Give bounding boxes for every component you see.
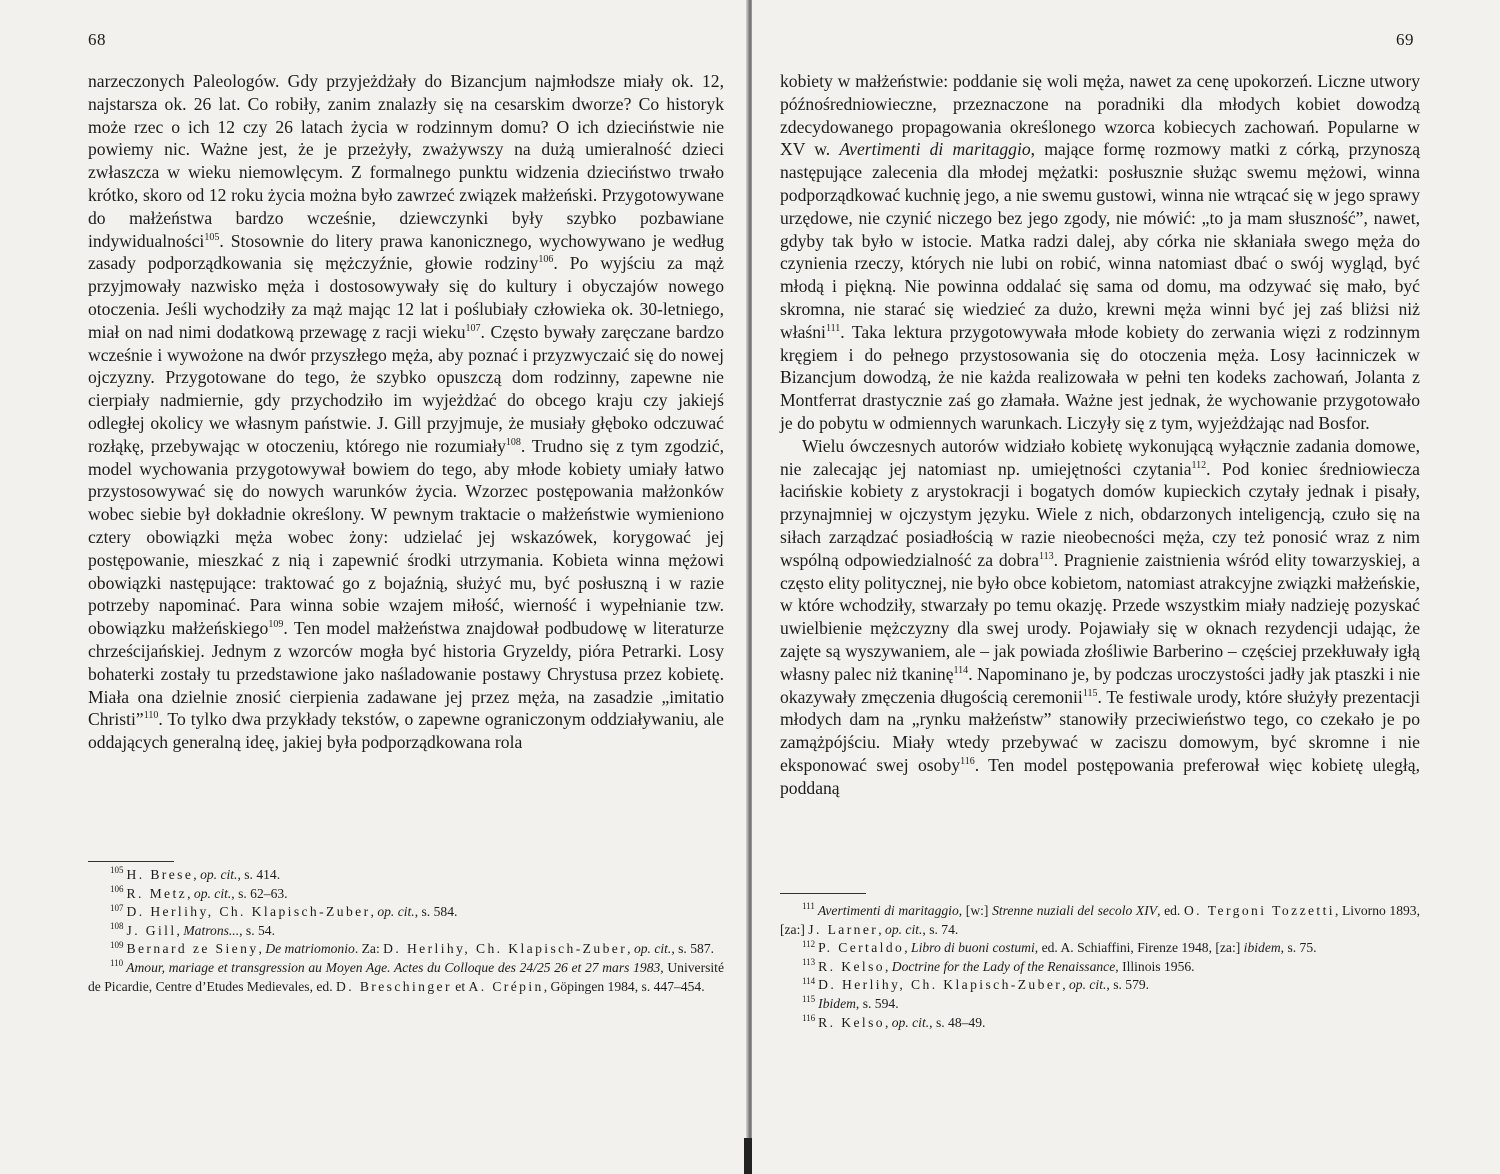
footnote-ref: 116 <box>960 756 975 768</box>
text-run: . Ten model małżeństwa znajdował podbudowę w literaturze chrześcijańskiej. Jednym z wzorców mogła być historia Gryzeldy, pióra Petrarki. Losy bohaterki zostały tu przedstawione jako naśladowanie postawy Chrystusa przez kobietę. Miała ona dzielnie znosić cierpienia zadawane jej przez męża, na zasadzie „imitatio Christi” <box>88 618 724 730</box>
footnote-number: 107 <box>110 902 124 913</box>
footnote-ref: 113 <box>1038 550 1054 562</box>
footnote-ref: 107 <box>465 322 481 334</box>
footnote-number: 113 <box>802 957 816 968</box>
text-run: , s. 74. <box>922 921 959 937</box>
binding-mark <box>744 1138 752 1174</box>
italic-title: ibidem <box>1243 940 1281 956</box>
paragraph <box>780 435 1420 800</box>
author-name: R. Kelso <box>818 1014 885 1030</box>
footnote-ref: 106 <box>538 254 554 266</box>
text-run: , Göpingen 1984, s. 447–454. <box>543 978 705 994</box>
left-page <box>0 0 748 1174</box>
footnote-ref: 114 <box>953 664 969 676</box>
text-run: , mające formę rozmowy matki z córką, przynoszą następujące zalecenia dla młodej mężatki: posłusznie służąc swemu mężowi, winna podporządkować kuchnię jego, a nie swemu gustowi, winna nie wtrącać się w jego sprawy urzędowe, nie czynić niczego bez jego zgody, nie mówić: „to ja mam słuszność”, nawet, gdyby tak było w istocie. Matka radzi dalej, aby córka nie skłaniała swego męża do czynienia rzeczy, których nie lubi on robić, winna natomiast dbać o swój wygląd, być młodą i piękną. Nie powinna oddalać się sama od domu, ma odzywać się mało, być skromna, nie starać się wiedzieć za dużo, krewni męża winni być jej zaś bliżsi niż właśni <box>780 139 1421 342</box>
italic-title: op. cit. <box>377 904 415 920</box>
text-run: . To tylko dwa przykłady tekstów, o zapewne ograniczonym oddziaływaniu, ale oddających generalną ideę, jakiej była podporządkowana rola <box>88 709 724 753</box>
text-run: , <box>1062 977 1069 993</box>
text-run: . Ten model postępowania preferował więc kobietę uległą, poddaną <box>780 754 1420 798</box>
author-name: H. Brese <box>126 867 194 882</box>
author-name: J. Larner <box>808 921 879 937</box>
footnote <box>780 1014 1420 1033</box>
author-name: D. Herlihy, Ch. Klapisch-Zuber <box>383 941 628 957</box>
footnote <box>780 976 1420 995</box>
italic-title: Ibidem <box>818 995 856 1011</box>
footnote-number: 116 <box>802 1013 816 1024</box>
text-run: , s. 75. <box>1280 940 1317 956</box>
text-run: , <box>884 958 892 974</box>
footnote-number: 112 <box>802 938 816 949</box>
footnote-ref: 115 <box>1082 687 1098 699</box>
text-run: . Trudno się z tym zgodzić, model wychowania przygotowywał bowiem do tego, aby młode kobiety umiały łatwo przystosowywać się do nowych warunków życia. Wzorzec postępowania małżonków wobec siebie był dokładnie określony. W pewnym traktacie o małżeństwie wymieniono cztery obowiązki męża wobec żony: udzielać jej wskazówek, korygować jej postępowanie, mieszkać z nią i zapewnić środki utrzymania. Kobieta winna mężowi obowiązki następujące: traktować go z bojaźnią, służyć mu, być posłuszną i w razie potrzeby napominać. Para winna sobie wzajem miłość, wierność i wypełnianie tzw. obowiązku małżeńskiego <box>88 435 724 639</box>
italic-title: Amour, mariage et transgression au Moyen Age. Actes du Colloque des 24/25 26 et 27 mars 1983 <box>126 959 661 975</box>
author-name: Bernard ze Sieny <box>126 941 259 957</box>
italic-title: op. cit. <box>200 867 238 882</box>
footnote-number: 106 <box>110 884 124 895</box>
footnote-number: 105 <box>110 865 124 876</box>
footnote <box>780 995 1420 1014</box>
text-run: , s. 48–49. <box>929 1014 986 1030</box>
italic-title: Libro di buoni costumi <box>911 940 1035 956</box>
right-page <box>752 0 1500 1174</box>
left-page-number: 68 <box>88 30 106 49</box>
footnote-number: 110 <box>110 958 124 969</box>
text-run: , <box>904 940 912 956</box>
text-run: . Często bywały zaręczane bardzo wcześnie i wywożone na dwór przyszłego męża, aby poznać i przyzwyczaić się do nowej ojczyzny. Przygotowane do tego, że szybko opuszczą dom rodzinny, zapewne nie cierpiały nadmiernie, gdy przychodziło im wyjeżdżać do obcego kraju czy jakiejś odległej okolicy we własnym państwie. J. Gill przyjmuje, że musiały głęboko odczuwać rozłąkę, przebywając w otoczeniu, którego nie rozumiały <box>88 321 724 456</box>
footnote-number: 111 <box>802 901 815 912</box>
text-run: . Te festiwale urody, które służyły prezentacji młodych dam na „rynku małżeństw” stanowiły przeciwieństwo tego, co czekało je po zamążpójściu. Miały wtedy przebywać w zaciszu domowym, być skromne i nie eksponować swej osoby <box>780 686 1420 775</box>
text-run: . Stosownie do litery prawa kanonicznego, wychowywano je według zasady podporządkowania się mężczyźnie, głowie rodziny <box>88 230 724 274</box>
text-run: , <box>176 922 184 938</box>
left-footnote-rule <box>88 861 174 862</box>
italic-title: op. cit. <box>885 921 923 937</box>
footnote-number: 109 <box>110 939 124 950</box>
author-name: A. Crépin <box>468 978 544 994</box>
footnote <box>780 902 1420 939</box>
footnote <box>88 959 724 996</box>
text-run: et <box>451 978 469 994</box>
footnote <box>88 940 724 959</box>
text-run: narzeczonych Paleologów. Gdy przyjeżdżały do Bizancjum najmłodsze miały ok. 12, najstarsza ok. 26 lat. Co robiły, zanim znalazły się na cesarskim dworze? Co historyk może rzec o ich 12 czy 26 latach życia w rodzinnym domu? O ich dzieciństwie nie powiemy nic. Ważne jest, że je przeżyły, zważywszy na dużą umieralność dzieci zwłaszcza w wieku niemowlęcym. Z formalnego punktu widzenia dzieciństwo trwało krótko, skoro od 12 roku życia można było zawrzeć związek małżeński. Przygotowywane do małżeństwa bardzo wcześnie, dziewczynki były szybko pozbawiane indywidualności <box>88 71 724 251</box>
right-footnote-rule <box>780 893 866 894</box>
author-name: O. Tergoni Tozzetti <box>1183 903 1335 918</box>
text-run: , <box>193 867 201 882</box>
author-name: J. Gill <box>126 922 177 938</box>
italic-title: op. cit. <box>1069 977 1107 993</box>
text-run: , Université de Picardie, Centre d’Etudes Medievales, ed. <box>88 959 724 994</box>
author-name: D. Herlihy, Ch. Klapisch-Zuber <box>126 904 371 920</box>
italic-title: De matriomonio <box>265 941 355 957</box>
author-name: D. Breschinger <box>336 978 452 994</box>
italic-title: op. cit. <box>891 1014 930 1030</box>
text-run: , s. 587. <box>671 941 715 957</box>
text-run: , Illinois 1956. <box>1115 958 1195 974</box>
text-run: , s. 594. <box>855 995 899 1011</box>
author-name: D. Herlihy, Ch. Klapisch-Zuber <box>818 977 1063 993</box>
author-name: P. Certaldo <box>818 940 905 956</box>
text-run: , s. 414. <box>237 867 281 882</box>
text-run: . Taka lektura przygotowywała młode kobiety do zerwania więzi z rodzinnym kręgiem i do pełnego przystosowania się do otoczenia męża. Losy łacinniczek w Bizancjum dowodzą, że nie każda realizowała w pełni ten kodeks zachowań, Jolanta z Montferrat drastycznie zaś go złamała. Ważne jest jednak, że wychowanie przygotowało je do pobytu w odmiennych warunkach. Liczyły się z tym, wyjeżdżając nad Bosfor. <box>780 321 1420 433</box>
footnote <box>88 885 724 904</box>
text-run: , s. 62–63. <box>231 885 288 901</box>
footnote-number: 108 <box>110 921 124 932</box>
text-run: , <box>884 1014 892 1030</box>
paragraph <box>780 70 1420 435</box>
text-run: . Pragnienie zaistnienia wśród elity towarzyskiej, a często elity politycznej, nie było obce kobietom, natomiast atrakcyjne związki małżeńskie, w które wchodziły, stwarzały po temu okazję. Przede wszystkim miały nadzieję pozyskać uwielbienie mężczyzny dla swej urody. Pojawiały się w oknach rezydencji udając, że zajęte są wyszywaniem, ale – jak powiada złośliwie Barberino – częściej przekłuwały igłą własny palec niż tkaninę <box>780 549 1420 684</box>
footnote <box>780 958 1420 977</box>
text-run: , s. 579. <box>1106 977 1150 993</box>
text-run: , <box>258 941 266 957</box>
footnote-ref: 111 <box>825 322 841 334</box>
text-run: kobiety w małżeństwie: poddanie się woli męża, nawet za cenę upokorzeń. Liczne utwory późnośredniowieczne, przeznaczone na poradniki dla młodych kobiet dowodzą zdecydowanego propagowania określonego wzorca kobiecych zachowań. Popularne w XV w. <box>780 71 1420 160</box>
footnote-ref: 108 <box>505 436 521 448</box>
text-run: Wielu ówczesnych autorów widziało kobietę wykonującą wyłącznie zadania domowe, nie zalecając jej natomiast np. umiejętności czytania <box>780 435 1420 479</box>
author-name: R. Metz <box>126 885 188 901</box>
text-run: , Livorno 1893, [za:] <box>780 903 1420 937</box>
italic-title: Doctrine for the Lady of the Renaissance <box>891 958 1116 974</box>
footnote-ref: 110 <box>143 710 159 722</box>
text-run: , s. 584. <box>414 904 458 920</box>
author-name: R. Kelso <box>818 958 885 974</box>
footnote <box>88 922 724 941</box>
paragraph <box>88 70 724 754</box>
footnote-ref: 112 <box>1191 459 1207 471</box>
footnote-ref: 109 <box>268 619 284 631</box>
italic-title: op. cit. <box>193 885 232 901</box>
italic-title: Matrons... <box>183 922 240 938</box>
text-run: , <box>878 921 886 937</box>
text-run: . Za: <box>354 941 384 957</box>
left-footnotes <box>88 866 724 996</box>
text-run: , [w:] <box>958 903 993 918</box>
footnote <box>88 866 724 885</box>
footnote-number: 114 <box>802 975 816 986</box>
right-body-text <box>780 70 1420 800</box>
text-run: , ed. A. Schiaffini, Firenze 1948, [za:] <box>1034 940 1244 956</box>
text-run: , <box>370 904 378 920</box>
text-run: , ed. <box>1157 903 1184 918</box>
italic-title: Strenne nuziali del secolo XIV <box>992 903 1158 918</box>
footnote <box>780 939 1420 958</box>
text-run: . Pod koniec średniowiecza łacińskie kobiety z arystokracji i bogatych domów kupieckich czytały jednak i pisały, przynajmniej w ojczystym języku. Wiele z nich, obdarzonych inteligencją, czuło się na siłach zarządzać posiadłością w razie nieobecności męża, czy też ponosić wraz z nim wspólną odpowiedzialność za dobra <box>780 458 1420 570</box>
italic-title: Avertimenti di maritaggio <box>839 139 1031 160</box>
right-footnotes <box>780 902 1420 1032</box>
text-run: , s. 54. <box>239 922 275 938</box>
left-body-text <box>88 70 724 754</box>
footnote-ref: 105 <box>204 231 220 243</box>
italic-title: op. cit. <box>633 941 672 957</box>
text-run: , <box>187 885 194 901</box>
italic-title: Avertimenti di maritaggio <box>817 903 959 918</box>
text-run: , <box>627 941 634 957</box>
text-run: . Po wyjściu za mąż przyjmowały nazwisko męża i dostosowywały się do kultury i obyczajów nowego otoczenia. Jeśli wychodziły za mąż mając 12 lat i poślubiały człowieka ok. 30-letniego, miał on nad nimi dodatkową przewagę z racji wieku <box>88 253 724 342</box>
footnote <box>88 903 724 922</box>
right-page-number: 69 <box>1396 30 1414 49</box>
text-run: . Napominano je, by podczas uroczystości jadły jak ptaszki i nie okazywały zmęczenia długością ceremonii <box>780 663 1420 707</box>
footnote-number: 115 <box>802 994 816 1005</box>
